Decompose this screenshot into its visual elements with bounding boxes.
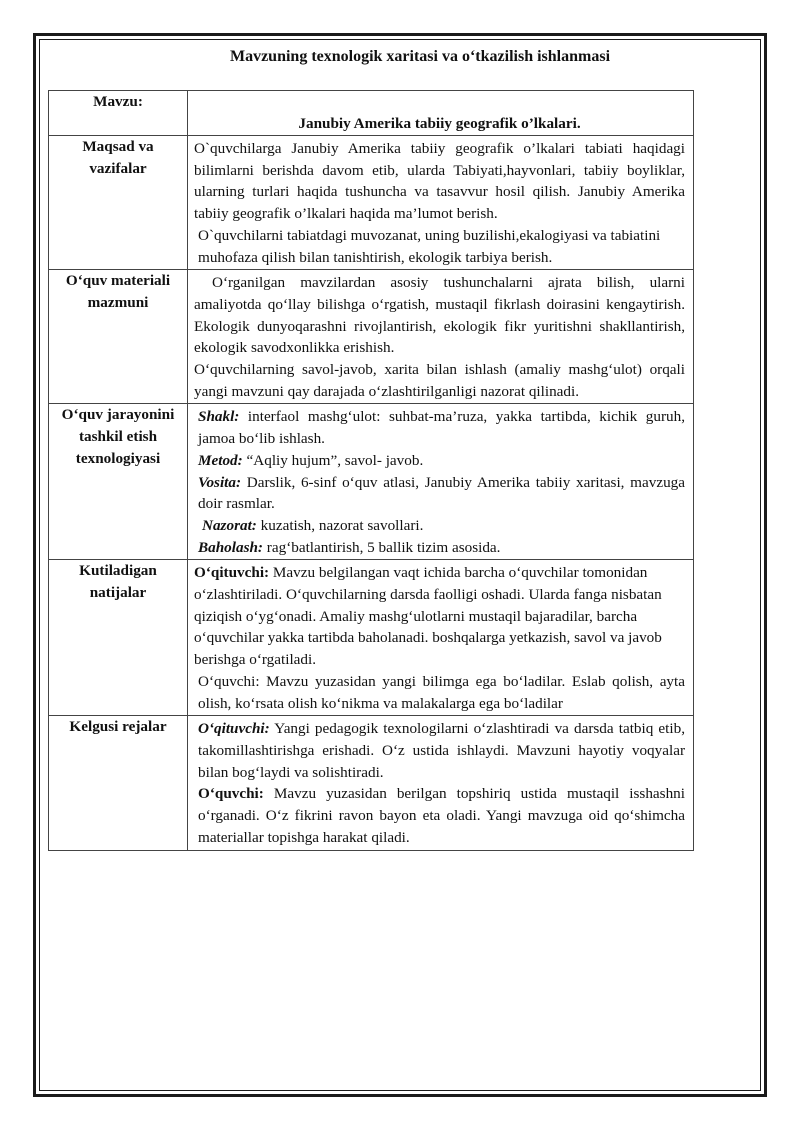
method-value: “Aqliy hujum”, savol- javob. bbox=[246, 451, 424, 469]
technology-map-table bbox=[48, 90, 694, 851]
plans-student-key: O‘quvchi: bbox=[198, 785, 264, 803]
table-row-technology bbox=[49, 404, 694, 560]
table-row-plans bbox=[49, 716, 694, 850]
assessment-value: rag‘batlantirish, 5 ballik tizim asosida. bbox=[266, 538, 501, 556]
control-key: Nazorat: bbox=[202, 516, 257, 534]
document-title: Mavzuning texnologik xaritasi va o‘tkazilish ishlanmasi bbox=[229, 48, 611, 65]
plans-teacher-value: Yangi pedagogik texnologilarni o‘zlashtiradi va darsda tatbiq etib, takomillashtirishga erishadi. O‘z ustida ishlaydi. Mavzuni hayotiy voqyalar bilan bog‘laydi va solishtiradi. bbox=[198, 720, 685, 781]
results-teacher-paragraph bbox=[194, 562, 685, 671]
results-teacher-value: Mavzu belgilangan vaqt ichida barcha o‘quvchilar tomonidan o‘zlashtiriladi. O‘quvchilarning darsda faolligi oshadi. Ularda fanga nisbatan qiziqish o‘yg‘onadi. Amaliy mashg‘ulotlarni mustaqil bajaradilar, barcha o‘quvchilar yakka tartibda baholanadi. boshqalarga yetkazish, savol va javob berishga o‘rgatiladi. bbox=[194, 564, 662, 669]
plans-teacher-key: O‘qituvchi: bbox=[198, 720, 270, 738]
plans-student-value: Mavzu yuzasidan berilgan topshiriq ustida mustaqil isshashni o‘rganadi. O‘z fikrini ravon bayon eta oladi. Yangi mavzuga oid qo‘shimcha materiallar topishga harakat qiladi. bbox=[198, 785, 685, 846]
row-label-results: Kutiladigan natijalar bbox=[49, 560, 188, 716]
results-student-paragraph: O‘quvchi: Mavzu yuzasidan yangi bilimga ega bo‘ladilar. Eslab qolish, ayta olish, ko‘rsata olish ko‘nikma va malakalarga ega bo‘ladilar bbox=[198, 672, 685, 712]
topic-value: Janubiy Amerika tabiiy geografik o’lkalari. bbox=[188, 91, 694, 136]
row-content-results bbox=[188, 560, 694, 716]
table-row-goals bbox=[49, 136, 694, 270]
material-paragraph-1: O‘rganilgan mavzilardan asosiy tushunchalarni ajrata bilish, ularni amaliyotda qo‘llay bilishga o‘rgatish, mustaqil fikrlash doirasini kengaytirish. Ekologik dunyoqarashni rivojlantirish, ekologik fikr yuritishni shakllantirish, ekologik savodxonlikka erishish. bbox=[194, 274, 685, 357]
row-label-plans: Kelgusi rejalar bbox=[49, 716, 188, 850]
row-label-technology: O‘quv jarayonini tashkil etish texnologiyasi bbox=[49, 404, 188, 560]
table-row-results bbox=[49, 560, 694, 716]
method-line bbox=[194, 450, 685, 472]
row-content-technology bbox=[188, 404, 694, 560]
table-row-topic bbox=[49, 91, 694, 136]
assessment-key: Baholash: bbox=[198, 538, 263, 556]
results-teacher-key: O‘qituvchi: bbox=[194, 564, 270, 582]
plans-student-paragraph bbox=[194, 783, 685, 848]
plans-teacher-paragraph bbox=[194, 718, 685, 783]
form-key: Shakl: bbox=[198, 408, 240, 426]
goals-paragraph-1: O`quvchilarga Janubiy Amerika tabiiy geografik o’lkalari tabiati haqidagi bilimlarni berishda davom etib, ularda Tabiyati,hayvonlari, tabiiy boyliklar, ularning turlari haqida tushuncha va tasavvur hosil qilish. Janubiy Amerika tabiiy geografik o’lkalari haqida ma’lumot berish. bbox=[194, 140, 685, 223]
method-key: Metod: bbox=[198, 451, 243, 469]
goals-paragraph-2: O`quvchilarni tabiatdagi muvozanat, uning buzilishi,ekalogiyasi va tabiatini muhofaza qilish bilan tanishtirish, ekologik tarbiya berish. bbox=[198, 226, 661, 266]
row-content-material bbox=[188, 270, 694, 404]
row-content-plans bbox=[188, 716, 694, 850]
assessment-line bbox=[194, 537, 685, 559]
tools-value: Darslik, 6-sinf o‘quv atlasi, Janubiy Amerika tabiiy xaritasi, mavzuga doir rasmlar. bbox=[198, 473, 685, 513]
control-value: kuzatish, nazorat savollari. bbox=[260, 516, 424, 534]
row-label-goals: Maqsad va vazifalar bbox=[49, 136, 188, 270]
form-value: interfaol mashg‘ulot: suhbat-ma’ruza, yakka tartibda, kichik guruh, jamoa bo‘lib ishlash. bbox=[198, 408, 686, 448]
material-paragraph-2: O‘quvchilarning savol-javob, xarita bilan ishlash (amaliy mashg‘ulot) orqali yangi mavzuni qay darajada o‘zlashtirilganligi nazorat qilinadi. bbox=[194, 361, 685, 400]
tools-line bbox=[194, 472, 685, 515]
topic-label: Mavzu: bbox=[49, 91, 188, 136]
form-line bbox=[194, 406, 685, 449]
control-line bbox=[194, 515, 685, 537]
row-content-goals bbox=[188, 136, 694, 270]
tools-key: Vosita: bbox=[198, 473, 242, 491]
table-row-material bbox=[49, 270, 694, 404]
row-label-material: O‘quv materiali mazmuni bbox=[49, 270, 188, 404]
